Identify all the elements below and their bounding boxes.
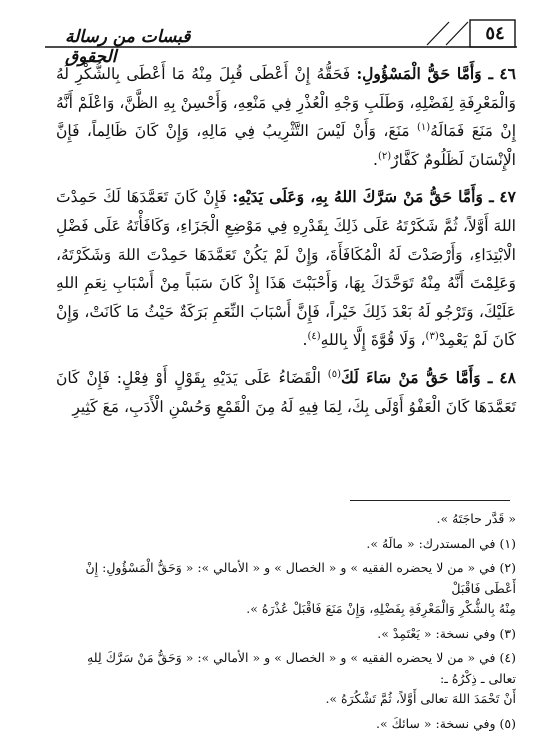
footnote-5 — [56, 714, 516, 735]
footnote-4 — [56, 648, 516, 710]
footnote-ref: (٤) — [307, 331, 321, 343]
main-text — [56, 60, 516, 430]
paragraph-text: ، وَلَا قُوَّةَ إِلَّا بِاللهِ — [320, 331, 426, 350]
footnote-text: وفي نسخة: « سائكَ ». — [376, 715, 496, 731]
footnote-ref: (٥) — [327, 368, 341, 380]
paragraph-text: فَحَقُّهُ إِنْ أَعْطَى قُبِلَ مِنْهُ مَا أَعْطَى بِالشُّكْرِ لَهُ وَالْمَعْرِفَةِ لِفَضْلِهِ، وَطَلَبِ وَجْهِ الْعُذْرِ فِي مَنْعِهِ، وَأَحْسِنْ بِهِ الظَّنَّ، وَاعْلَمْ أَنَّهُ إِنْ مَنَعَ فَمَالَهُ — [56, 65, 516, 141]
paragraph-48 — [56, 364, 516, 421]
footnote-continuation: مِنْهُ بِالشُّكْرِ وَالْمَعْرِفَةِ بِفَضْلِهِ، وَإِنْ مَنَعَ فَاقْبَلْ عُذْرَهُ ». — [246, 601, 516, 616]
paragraph-number: ٤٨ — [499, 367, 516, 387]
footnote-3 — [56, 624, 516, 645]
paragraph-number: ٤٧ — [499, 187, 516, 207]
paragraph-heading: ـ وَأَمَّا حَقُّ الْمَسْؤُولِ: — [356, 64, 493, 83]
footnote-ref: (٢) — [377, 150, 392, 162]
footnote-separator — [350, 500, 510, 501]
paragraph-text: فَإِنْ كَانَ تَعَمَّدَهَا لَكَ حَمِدْتَ اللهَ أَوَّلاً، ثُمَّ شَكَرْتَهُ عَلَى ذَلِكَ بِقَدْرِهِ فِي مَوْضِعِ الْجَزَاءِ، وَكَافَأْتَهُ عَلَى فَضْلِ الْابْتِدَاءِ، وَأَرْصَدْتَ لَهُ الْمُكَافَأَةَ، وَإِنْ لَمْ يَكُنْ تَعَمَّدَهَا حَمِدْتَ اللهَ وَشَكَرْتَهُ، وَعَلِمْتَ أَنَّهُ مِنْهُ تَوَحَّدَكَ بِهَا، وَأَحْبَبْتَ هَذَا إِذْ كَانَ سَبَباً مِنْ أَسْبَابِ نِعَمِ اللهِ عَلَيْكَ، وَتَرْجُو لَهُ بَعْدَ ذَلِكَ خَيْراً، فَإِنَّ أَسْبَابَ النِّعَمِ بَرَكَةٌ حَيْثُ مَا كَانَتْ، وَإِنْ كَانَ لَمْ يَعْمِدْ — [56, 188, 516, 350]
footnotes — [56, 509, 516, 738]
paragraph-end: . — [373, 150, 378, 169]
paragraph-heading: ـ وَأَمَّا حَقُّ مَنْ سَاءَ لَكَ — [340, 367, 493, 387]
page-number: ٥٤ — [485, 23, 505, 44]
paragraph-end: . — [302, 331, 308, 350]
paragraph-47 — [56, 183, 516, 355]
footnote-intro: « قَدَّر حاجَتَهُ ». — [436, 511, 516, 526]
footnote-number: (٢) — [499, 560, 516, 575]
footnote-number: (٣) — [499, 625, 516, 641]
footnote-ref: (٣) — [425, 331, 439, 343]
footnote-1 — [56, 534, 516, 555]
paragraph-text: الْقَضَاءُ عَلَى يَدَيْهِ بِقَوْلٍ أَوْ فِعْلٍ: فَإِنْ كَانَ تَعَمَّدَهَا كَانَ الْعَفْوُ أَوْلَى بِكَ، لِمَا فِيهِ لَهُ مِنَ الْقَمْعِ وَحُسْنِ الْأَدَبِ، مَعَ كَثِيرِ — [56, 368, 516, 416]
footnote-ref: (١) — [416, 122, 431, 134]
footnote-number: (٥) — [499, 715, 516, 731]
paragraph-number: ٤٦ — [499, 64, 516, 83]
footnote-number: (١) — [499, 535, 516, 551]
paragraph-text: مَنَعَ، وَأَنْ لَيْسَ التَّثْرِيبُ فِي مَالِهِ، وَإِنْ كَانَ ظَالِماً، فَإِنَّ الْإِنْسَانَ لَظَلُومٌ كَفَّارٌ — [56, 122, 516, 169]
footnote-number: (٤) — [499, 650, 516, 665]
footnote-text: في « من لا يحضره الفقيه » و « الخصال » و « الأمالي »: « وَحَقُّ الْمَسْؤُولِ: إِنْ أَعْطَى فَاقْبَلْ — [85, 560, 516, 596]
paragraph-heading: ـ وَأَمَّا حَقُّ مَنْ سَرَّكَ اللهُ بِهِ، وَعَلَى يَدَيْهِ: — [232, 187, 494, 207]
book-title: قبسات من رسالة الحقوق — [65, 27, 191, 67]
footnote-2 — [56, 558, 516, 620]
footnote-text: في المستدرك: « مالَهُ ». — [366, 535, 496, 551]
footnote-continuation: أَنْ تَحْمَدَ اللهَ تعالى أَوَّلاً، ثُمَّ تَشْكُرَهُ ». — [325, 691, 516, 706]
paragraph-46 — [56, 60, 516, 174]
footnote-text: في « من لا يحضره الفقيه » و « الخصال » و « الأمالي »: « وَحَقُّ مَنْ سَرَّكَ لِلهِ تعالى ـ ذِكْرُهُ ـ: — [87, 650, 516, 686]
footnote-text: وفي نسخة: « يَعْتَمِدْ ». — [377, 625, 496, 641]
page-header — [45, 18, 517, 67]
